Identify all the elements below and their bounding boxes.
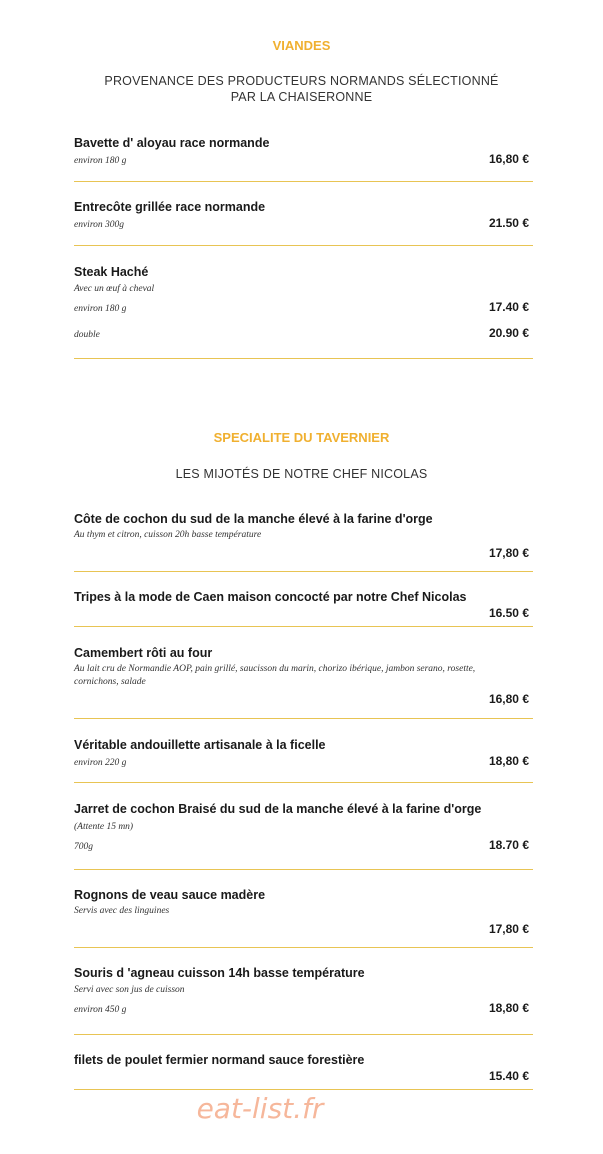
subtitle-line: PROVENANCE DES PRODUCTEURS NORMANDS SÉLECTIONNÉ <box>104 74 499 88</box>
menu-item <box>74 802 533 870</box>
item-description: environ 220 g <box>74 758 127 768</box>
section-subtitle-viandes <box>0 73 603 105</box>
item-price: 16,80 € <box>488 692 529 706</box>
item-name: Rognons de veau sauce madère <box>74 888 266 902</box>
section-title-viandes: VIANDES <box>272 38 331 53</box>
item-note: (Attente 15 mn) <box>74 822 134 832</box>
item-name: Jarret de cochon Braisé du sud de la manche élevé à la farine d'orge <box>74 802 482 816</box>
item-note: Avec un œuf à cheval <box>74 284 155 294</box>
item-description: environ 450 g <box>74 1005 127 1015</box>
item-name: filets de poulet fermier normand sauce forestière <box>74 1053 365 1067</box>
item-name: Bavette d' aloyau race normande <box>74 136 270 150</box>
item-note: Servi avec son jus de cuisson <box>74 985 185 995</box>
item-price: 17,80 € <box>488 546 529 560</box>
item-description: environ 300g <box>74 220 125 230</box>
item-price: 17.40 € <box>488 300 529 314</box>
item-price: 18,80 € <box>488 1001 529 1015</box>
item-description: Au thym et citron, cuisson 20h basse température <box>74 530 262 540</box>
item-name: Véritable andouillette artisanale à la ficelle <box>74 738 326 752</box>
menu-item <box>74 136 533 182</box>
item-name: Steak Haché <box>74 265 149 279</box>
item-description: environ 180 g <box>74 304 127 314</box>
menu-item <box>74 200 533 246</box>
section-title-tavernier: SPECIALITE DU TAVERNIER <box>213 430 390 445</box>
menu-item <box>74 1053 533 1090</box>
item-price: 15.40 € <box>488 1069 529 1083</box>
section-subtitle-tavernier: LES MIJOTÉS DE NOTRE CHEF NICOLAS <box>175 467 428 481</box>
item-name: Souris d 'agneau cuisson 14h basse température <box>74 966 365 980</box>
menu-item <box>74 966 533 1035</box>
item-price: 16,80 € <box>488 152 529 166</box>
menu-item <box>74 265 533 359</box>
item-price: 18,80 € <box>488 754 529 768</box>
menu-item <box>74 512 533 572</box>
item-name: Camembert rôti au four <box>74 646 213 660</box>
item-description: environ 180 g <box>74 156 127 166</box>
item-price: 17,80 € <box>488 922 529 936</box>
item-description <box>74 663 533 689</box>
menu-item <box>74 590 533 627</box>
item-price: 20.90 € <box>488 326 529 340</box>
item-price: 21.50 € <box>488 216 529 230</box>
description-line: Au lait cru de Normandie AOP, pain grillé, saucisson du marin, chorizo ibérique, jambon serano, rosette, <box>74 664 476 674</box>
menu-item <box>74 738 533 783</box>
description-line: cornichons, salade <box>74 677 146 687</box>
menu-item <box>74 888 533 948</box>
watermark: eat-list.fr <box>196 1092 324 1125</box>
item-name: Entrecôte grillée race normande <box>74 200 266 214</box>
item-description: 700g <box>74 842 93 852</box>
item-name: Côte de cochon du sud de la manche élevé à la farine d'orge <box>74 512 433 526</box>
menu-item <box>74 646 533 719</box>
item-name: Tripes à la mode de Caen maison concocté par notre Chef Nicolas <box>74 590 467 604</box>
subtitle-line: PAR LA CHAISERONNE <box>230 90 373 104</box>
item-price: 18.70 € <box>488 838 529 852</box>
item-description: double <box>74 330 100 340</box>
item-description: Servis avec des linguines <box>74 906 170 916</box>
item-price: 16.50 € <box>488 606 529 620</box>
